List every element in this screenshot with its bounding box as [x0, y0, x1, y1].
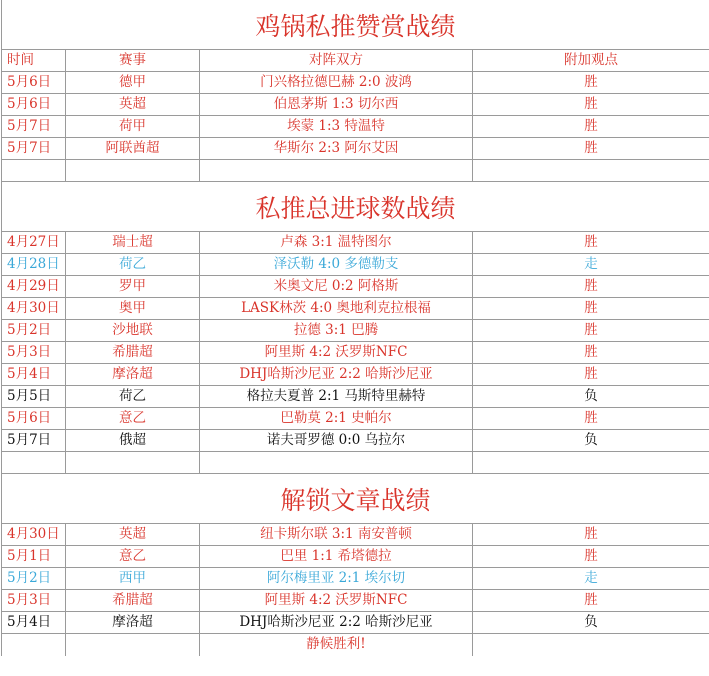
- cell-league: 德甲: [66, 72, 200, 93]
- cell-result: 胜: [584, 234, 598, 250]
- table-row: [2, 320, 709, 342]
- cell-league: 罗甲: [66, 276, 200, 297]
- cell-result: 胜: [584, 344, 598, 360]
- table-row: [2, 612, 709, 634]
- section1-title: 鸡锅私推赞赏战绩: [2, 0, 709, 50]
- cell-result: 胜: [584, 322, 598, 338]
- cell-league: 摩洛超: [66, 612, 200, 633]
- cell-date: 5月5日: [2, 386, 66, 407]
- table-row: [2, 408, 709, 430]
- cell-league: 意乙: [66, 408, 200, 429]
- cell-match: 格拉夫夏普 2:1 马斯特里赫特: [200, 386, 473, 407]
- table-row: [2, 94, 709, 116]
- cell-league: 俄超: [66, 430, 200, 451]
- cell-date: 4月29日: [2, 276, 66, 297]
- cell-result: 走: [584, 570, 598, 586]
- cell-result: 胜: [584, 278, 598, 294]
- cell-match: DHJ哈斯沙尼亚 2:2 哈斯沙尼亚: [200, 612, 473, 633]
- cell-match: 米奥文尼 0:2 阿格斯: [200, 276, 473, 297]
- cell-date: 5月2日: [2, 320, 66, 341]
- cell-league: 瑞士超: [66, 232, 200, 253]
- blank-row: [2, 160, 709, 182]
- header-row: [2, 50, 709, 72]
- table-row: [2, 298, 709, 320]
- table-row: [2, 72, 709, 94]
- cell-match: 巴里 1:1 希塔德拉: [200, 546, 473, 567]
- cell-league: 沙地联: [66, 320, 200, 341]
- table-row: [2, 232, 709, 254]
- cell-date: 5月4日: [2, 364, 66, 385]
- cell-result: 胜: [584, 74, 598, 90]
- header-match: 对阵双方: [200, 50, 473, 71]
- header-league: 赛事: [66, 50, 200, 71]
- cell-league: 摩洛超: [66, 364, 200, 385]
- cell-result: 胜: [584, 526, 598, 542]
- table-row: [2, 138, 709, 160]
- cell-result: 胜: [584, 118, 598, 134]
- cell-result: 负: [584, 432, 598, 448]
- cell-match: DHJ哈斯沙尼亚 2:2 哈斯沙尼亚: [200, 364, 473, 385]
- cell-result: 胜: [584, 366, 598, 382]
- cell-match: 阿尔梅里亚 2:1 埃尔切: [200, 568, 473, 589]
- results-sheet: [1, 0, 709, 656]
- section2-rows: [2, 232, 709, 452]
- cell-league: 阿联酋超: [66, 138, 200, 159]
- header-extra: 附加观点: [564, 52, 618, 68]
- cell-match: 卢森 3:1 温特图尔: [200, 232, 473, 253]
- cell-match: 门兴格拉德巴赫 2:0 波鸿: [200, 72, 473, 93]
- cell-date: 5月1日: [2, 546, 66, 567]
- table-row: [2, 116, 709, 138]
- cell-date: 5月6日: [2, 408, 66, 429]
- cell-match: 纽卡斯尔联 3:1 南安普顿: [200, 524, 473, 545]
- cell-date: 4月28日: [2, 254, 66, 275]
- section1-rows: [2, 72, 709, 160]
- table-row: [2, 546, 709, 568]
- cell-date: 4月30日: [2, 524, 66, 545]
- cell-date: 5月3日: [2, 590, 66, 611]
- cell-result: 胜: [584, 592, 598, 608]
- table-row: [2, 386, 709, 408]
- cell-date: 5月6日: [2, 94, 66, 115]
- cell-league: 希腊超: [66, 342, 200, 363]
- blank-row: [2, 452, 709, 474]
- cell-league: 英超: [66, 94, 200, 115]
- cell-result: 胜: [584, 300, 598, 316]
- table-row: [2, 568, 709, 590]
- cell-match: 巴勒莫 2:1 史帕尔: [200, 408, 473, 429]
- cell-result: 负: [584, 614, 598, 630]
- cell-date: 4月27日: [2, 232, 66, 253]
- cell-date: 5月2日: [2, 568, 66, 589]
- cell-result: 胜: [584, 548, 598, 564]
- table-row: [2, 590, 709, 612]
- cell-match: 诺夫哥罗德 0:0 乌拉尔: [200, 430, 473, 451]
- cell-date: 5月6日: [2, 72, 66, 93]
- section3-title: 解锁文章战绩: [2, 474, 709, 524]
- cell-league: 西甲: [66, 568, 200, 589]
- cell-match: 拉德 3:1 巴腾: [200, 320, 473, 341]
- cell-league: 荷乙: [66, 386, 200, 407]
- table-row: [2, 254, 709, 276]
- table-row: [2, 364, 709, 386]
- section3-rows: [2, 524, 709, 634]
- cell-result: 胜: [584, 96, 598, 112]
- cell-result: 胜: [584, 140, 598, 156]
- cell-match: 阿里斯 4:2 沃罗斯NFC: [200, 342, 473, 363]
- cell-match: 伯恩茅斯 1:3 切尔西: [200, 94, 473, 115]
- cell-match: 阿里斯 4:2 沃罗斯NFC: [200, 590, 473, 611]
- cell-league: 意乙: [66, 546, 200, 567]
- cell-date: 5月4日: [2, 612, 66, 633]
- footer-text: 静候胜利!: [200, 634, 473, 656]
- header-date: 时间: [2, 50, 66, 71]
- cell-match: LASK林茨 4:0 奥地利克拉根福: [200, 298, 473, 319]
- cell-league: 荷甲: [66, 116, 200, 137]
- table-row: [2, 430, 709, 452]
- cell-result: 负: [584, 388, 598, 404]
- cell-league: 荷乙: [66, 254, 200, 275]
- table-row: [2, 276, 709, 298]
- cell-date: 5月7日: [2, 430, 66, 451]
- cell-match: 泽沃勒 4:0 多德勒支: [200, 254, 473, 275]
- cell-league: 奥甲: [66, 298, 200, 319]
- cell-date: 5月7日: [2, 138, 66, 159]
- cell-date: 5月3日: [2, 342, 66, 363]
- cell-date: 4月30日: [2, 298, 66, 319]
- table-row: [2, 524, 709, 546]
- table-row: [2, 342, 709, 364]
- section2-title: 私推总进球数战绩: [2, 182, 709, 232]
- cell-match: 埃蒙 1:3 特温特: [200, 116, 473, 137]
- cell-match: 华斯尔 2:3 阿尔艾因: [200, 138, 473, 159]
- cell-result: 走: [584, 256, 598, 272]
- footer-row: [2, 634, 709, 656]
- cell-date: 5月7日: [2, 116, 66, 137]
- cell-result: 胜: [584, 410, 598, 426]
- cell-league: 希腊超: [66, 590, 200, 611]
- cell-league: 英超: [66, 524, 200, 545]
